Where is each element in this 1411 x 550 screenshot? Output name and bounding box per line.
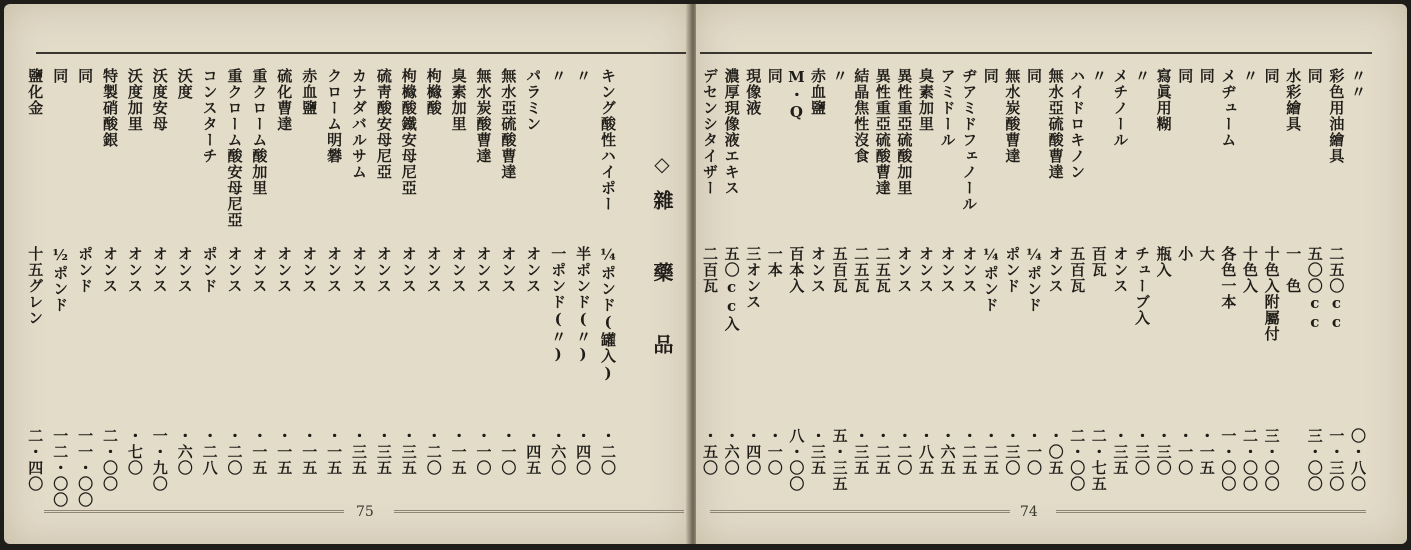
top-rule	[36, 52, 686, 54]
item-price: 二・〇〇	[101, 428, 119, 492]
item-price: 二・七五	[1089, 428, 1108, 492]
item-name: 濃厚現像液エキス	[722, 68, 741, 196]
item-price: ・六〇	[549, 428, 568, 476]
item-name: 無水亞硫酸曹達	[1046, 68, 1065, 180]
item-name: 同	[1305, 68, 1324, 84]
item-price: ・一〇	[474, 428, 493, 476]
item-price: ・三五	[809, 428, 827, 476]
item-quantity: オンス	[1046, 246, 1065, 294]
item-quantity: 一本	[765, 246, 784, 278]
item-price: ・二〇	[599, 428, 617, 476]
item-price: ・一五	[300, 428, 319, 476]
item-quantity: 各色一本	[1219, 246, 1238, 310]
item-price: ・二〇	[424, 428, 443, 476]
item-quantity: オンス	[374, 246, 393, 294]
item-name: 鹽化金	[26, 68, 45, 116]
item-quantity: オンス	[474, 246, 493, 294]
item-quantity: 十色入	[1241, 246, 1259, 294]
item-price: 五・三五	[830, 428, 849, 492]
item-quantity: オンス	[250, 246, 269, 294]
item-quantity: 五百瓦	[1068, 246, 1087, 294]
item-quantity: オンス	[424, 246, 443, 294]
item-quantity: 一 色	[1284, 246, 1303, 294]
item-quantity: 五〇〇cc	[1305, 246, 1324, 332]
item-name: 異性重亞硫酸加里	[895, 68, 914, 196]
item-price: ・三五	[1111, 428, 1130, 476]
footer-rule-left	[710, 510, 1010, 513]
item-name: カナダバルサム	[350, 68, 368, 180]
item-quantity: オンス	[150, 246, 169, 294]
item-name: 重クローム酸安母尼亞	[225, 68, 244, 228]
item-name: アミドール	[938, 68, 957, 148]
item-name: ヂアミドフェノール	[960, 68, 979, 212]
item-price: ・二〇	[225, 428, 244, 476]
item-quantity: 大	[1197, 246, 1216, 262]
item-price: ・二五	[981, 428, 1000, 476]
item-name: 〃〃	[1349, 68, 1367, 100]
item-name: 水彩繪具	[1284, 68, 1303, 132]
item-quantity: 小	[1176, 246, 1195, 262]
left-page	[4, 4, 690, 544]
item-quantity: 一ポンド(〃)	[549, 246, 568, 364]
item-price: ・五〇	[701, 428, 719, 476]
item-name: 彩色用油繪具	[1327, 68, 1346, 164]
item-quantity: オンス	[938, 246, 957, 294]
item-price: ・三五	[399, 428, 418, 476]
item-price: ・三五	[374, 428, 393, 476]
item-name: 特製硝酸銀	[101, 68, 119, 148]
item-name: 結晶焦性沒食	[852, 68, 871, 164]
item-quantity: オンス	[350, 246, 368, 294]
item-name: 〃	[830, 68, 849, 84]
item-price: ・一〇	[1025, 428, 1043, 476]
footer-rule-left	[44, 510, 344, 513]
item-name: コンスターチ	[200, 68, 219, 164]
item-quantity: ポンド	[200, 246, 219, 294]
item-price: ・三〇	[1003, 428, 1022, 476]
right-page	[696, 4, 1407, 544]
footer-rule-right	[1056, 510, 1366, 513]
item-price: ・一五	[449, 428, 468, 476]
item-name: 硫靑酸安母尼亞	[374, 68, 393, 180]
item-quantity: オンス	[300, 246, 319, 294]
item-price: ・六〇	[175, 428, 194, 476]
item-price: ・〇五	[1046, 428, 1065, 476]
item-quantity: オンス	[125, 246, 144, 294]
item-price: 三・〇〇	[1305, 428, 1324, 492]
item-quantity: 五〇cc入	[722, 246, 741, 332]
item-price: ・四五	[524, 428, 543, 476]
item-quantity: 十色入附屬付	[1262, 246, 1281, 342]
item-price: ・八五	[917, 428, 935, 476]
item-quantity: オンス	[175, 246, 194, 294]
item-price: 二・〇〇	[1241, 428, 1259, 492]
item-name: メヂューム	[1219, 68, 1238, 148]
item-name: 現像液	[744, 68, 763, 116]
item-price: ・一五	[1197, 428, 1216, 476]
item-price: ・三〇	[1154, 428, 1173, 476]
item-price: ・四〇	[574, 428, 593, 476]
item-price: ・二五	[873, 428, 892, 476]
item-price: ・一〇	[1176, 428, 1195, 476]
item-name: 無水亞硫酸曹達	[499, 68, 518, 180]
item-price: ・二五	[960, 428, 979, 476]
item-quantity: オンス	[325, 246, 344, 294]
item-quantity: オンス	[399, 246, 418, 294]
item-quantity: 二百瓦	[701, 246, 719, 294]
item-name: 同	[1176, 68, 1195, 84]
item-price: ・一五	[250, 428, 269, 476]
item-name: 〃	[1089, 68, 1108, 84]
item-price: ・六五	[938, 428, 957, 476]
item-name: 硫化曹達	[275, 68, 294, 132]
item-name: クローム明礬	[325, 68, 344, 164]
item-quantity: オンス	[524, 246, 543, 294]
item-price: ・三五	[852, 428, 871, 476]
item-price: ・六〇	[722, 428, 741, 476]
item-quantity: オンス	[1111, 246, 1130, 294]
item-name: 寫眞用糊	[1154, 68, 1173, 132]
item-quantity: オンス	[809, 246, 827, 294]
item-name: 臭素加里	[917, 68, 935, 132]
top-rule	[700, 52, 1372, 54]
item-name: 赤血鹽	[300, 68, 319, 116]
item-quantity: オンス	[960, 246, 979, 294]
item-name: 枸櫞酸鐵安母尼亞	[399, 68, 418, 196]
item-name: 臭素加里	[449, 68, 468, 132]
item-name: 〃	[1241, 68, 1259, 84]
item-price: ・一〇	[765, 428, 784, 476]
item-quantity: 十五グレン	[26, 246, 45, 326]
item-quantity: ½ポンド	[51, 246, 70, 313]
item-price: ・三五	[350, 428, 368, 476]
item-quantity: ¼ポンド	[981, 246, 1000, 313]
item-quantity: ¼ポンド	[1025, 246, 1043, 313]
item-name: 赤血鹽	[809, 68, 827, 116]
item-quantity: オンス	[917, 246, 935, 294]
section-heading: ◇雜 藥 品	[650, 152, 674, 368]
item-quantity: オンス	[275, 246, 294, 294]
item-quantity: ¼ポンド(罐入)	[599, 246, 617, 383]
item-quantity: 瓶入	[1154, 246, 1173, 278]
item-name: 沃度	[175, 68, 194, 100]
item-name: 同	[51, 68, 70, 84]
item-quantity: 五百瓦	[830, 246, 849, 294]
page-number-left: 75	[356, 504, 374, 520]
item-price: ・二〇	[895, 428, 914, 476]
item-quantity: 三オンス	[744, 246, 763, 310]
item-name: デセンシタイザー	[701, 68, 719, 196]
item-quantity: 百本入	[787, 246, 806, 294]
item-price: ・二八	[200, 428, 219, 476]
item-price: 三・〇〇	[1262, 428, 1281, 492]
item-name: 同	[981, 68, 1000, 84]
item-name: 無水炭酸曹達	[1003, 68, 1022, 164]
item-price: ・一〇	[499, 428, 518, 476]
item-price: 二・〇〇	[1068, 428, 1087, 492]
item-quantity: ポンド	[76, 246, 95, 294]
item-quantity: 二五瓦	[873, 246, 892, 294]
item-name: 無水炭酸曹達	[474, 68, 493, 164]
item-name: 沃度安母	[150, 68, 169, 132]
item-name: パラミン	[524, 68, 543, 132]
item-quantity: 二五瓦	[852, 246, 871, 294]
item-price: ・一五	[275, 428, 294, 476]
item-name: 異性重亞硫酸曹達	[873, 68, 892, 196]
item-name: キング酸性ハイポー	[599, 68, 617, 212]
item-name: 同	[1197, 68, 1216, 84]
item-quantity: チューブ入	[1133, 246, 1151, 326]
item-name: ハイドロキノン	[1068, 68, 1087, 180]
item-price: 一二・〇〇	[51, 428, 70, 508]
item-quantity: オンス	[101, 246, 119, 294]
item-price: ・一五	[325, 428, 344, 476]
item-quantity: 百瓦	[1089, 246, 1108, 278]
item-name: 〃	[549, 68, 568, 84]
item-quantity: オンス	[225, 246, 244, 294]
item-price: ・四〇	[744, 428, 763, 476]
item-price: 八・〇〇	[787, 428, 806, 492]
item-quantity: ポンド	[1003, 246, 1022, 294]
item-quantity: オンス	[499, 246, 518, 294]
item-price: 一・九〇	[150, 428, 169, 492]
item-price: 〇・八〇	[1349, 428, 1367, 492]
item-price: 二・四〇	[26, 428, 45, 492]
item-quantity: 半ポンド(〃)	[574, 246, 593, 364]
item-name: 枸櫞酸	[424, 68, 443, 116]
item-price: ・七〇	[125, 428, 144, 476]
item-name: 沃度加里	[125, 68, 144, 132]
item-name: 〃	[1133, 68, 1151, 84]
item-name: 同	[1025, 68, 1043, 84]
item-name: 同	[1262, 68, 1281, 84]
item-name: 重クローム酸加里	[250, 68, 269, 196]
item-price: 一・〇〇	[1219, 428, 1238, 492]
item-name: メチノール	[1111, 68, 1130, 148]
footer-rule-right	[394, 510, 684, 513]
item-name: 同	[76, 68, 95, 84]
item-name: M・Q	[787, 68, 806, 122]
item-quantity: オンス	[449, 246, 468, 294]
item-quantity: オンス	[895, 246, 914, 294]
page-number-right: 74	[1020, 504, 1038, 520]
item-quantity: 二五〇cc	[1327, 246, 1346, 332]
item-price: ・三〇	[1133, 428, 1151, 476]
item-name: 同	[765, 68, 784, 84]
item-price: 一・三〇	[1327, 428, 1346, 492]
item-price: 一一・〇〇	[76, 428, 95, 508]
item-name: 〃	[574, 68, 593, 84]
